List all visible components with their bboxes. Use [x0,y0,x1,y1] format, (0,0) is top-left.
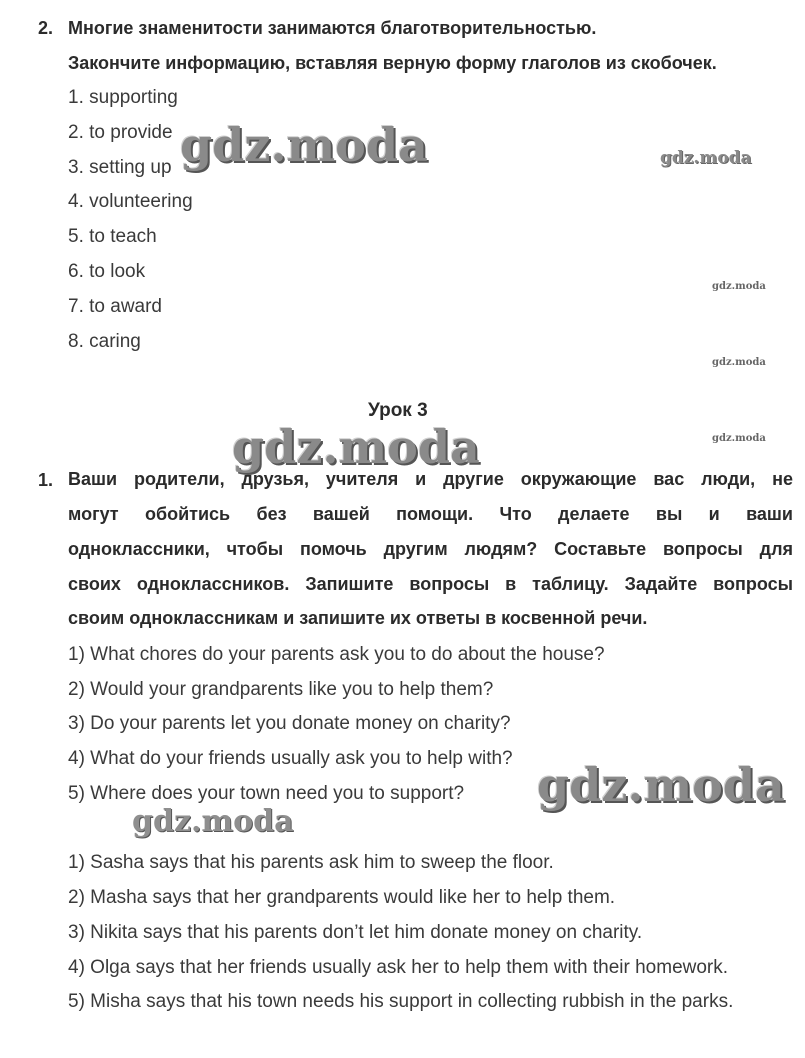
list-item: 4. volunteering [68,191,193,212]
task-1-instruction-line: могут обойтись без вашей помощи. Что делаете вы и ваши [68,504,793,524]
watermark: gdz.moda [537,758,785,812]
list-item: 5) Misha says that his town needs his support in collecting rubbish in the parks. [68,991,734,1012]
task-2-instruction-line-2: Закончите информацию, вставляя верную форму глаголов из скобочек. [68,53,717,73]
list-item: 1) What chores do your parents ask you to do about the house? [68,644,605,665]
task-1-number: 1. [38,470,54,490]
list-item: 3) Do your parents let you donate money on charity? [68,713,511,734]
watermark: gdz.moda [712,357,766,368]
list-item: 3. setting up [68,157,172,178]
task-2-instruction-line-1: Многие знаменитости занимаются благотворительностью. [68,18,597,38]
list-item: 2) Would your grandparents like you to help them? [68,679,494,700]
watermark: gdz.moda [712,433,766,444]
task-2-number: 2. [38,18,54,38]
list-item: 2) Masha says that her grandparents would like her to help them. [68,887,616,908]
task-1-instruction-line: одноклассники, чтобы помочь другим людям? Составьте вопросы для [68,539,793,559]
lesson-title: Урок 3 [368,400,428,421]
list-item: 7. to award [68,296,162,317]
list-item: 5. to teach [68,226,157,247]
list-item: 1. supporting [68,87,178,108]
list-item: 4) What do your friends usually ask you to help with? [68,748,513,769]
task-1-instruction-line: Ваши родители, друзья, учителя и другие окружающие вас люди, не [68,469,793,489]
watermark: gdz.moda [712,281,766,292]
watermark: gdz.moda [132,804,294,839]
list-item: 2. to provide [68,122,173,143]
list-item: 6. to look [68,261,146,282]
list-item: 4) Olga says that her friends usually ask her to help them with their homework. [68,957,729,978]
list-item: 1) Sasha says that his parents ask him to sweep the floor. [68,852,554,873]
task-1-instruction-line: своих одноклассников. Запишите вопросы в таблицу. Задайте вопросы [68,574,793,594]
list-item: 3) Nikita says that his parents don’t let him donate money on charity. [68,922,643,943]
task-1-instruction-line: своим одноклассникам и запишите их ответы в косвенной речи. [68,608,648,628]
watermark: gdz.moda [660,148,752,168]
watermark: gdz.moda [180,118,428,172]
list-item: 5) Where does your town need you to support? [68,783,465,804]
watermark: gdz.moda [232,420,480,474]
list-item: 8. caring [68,331,141,352]
